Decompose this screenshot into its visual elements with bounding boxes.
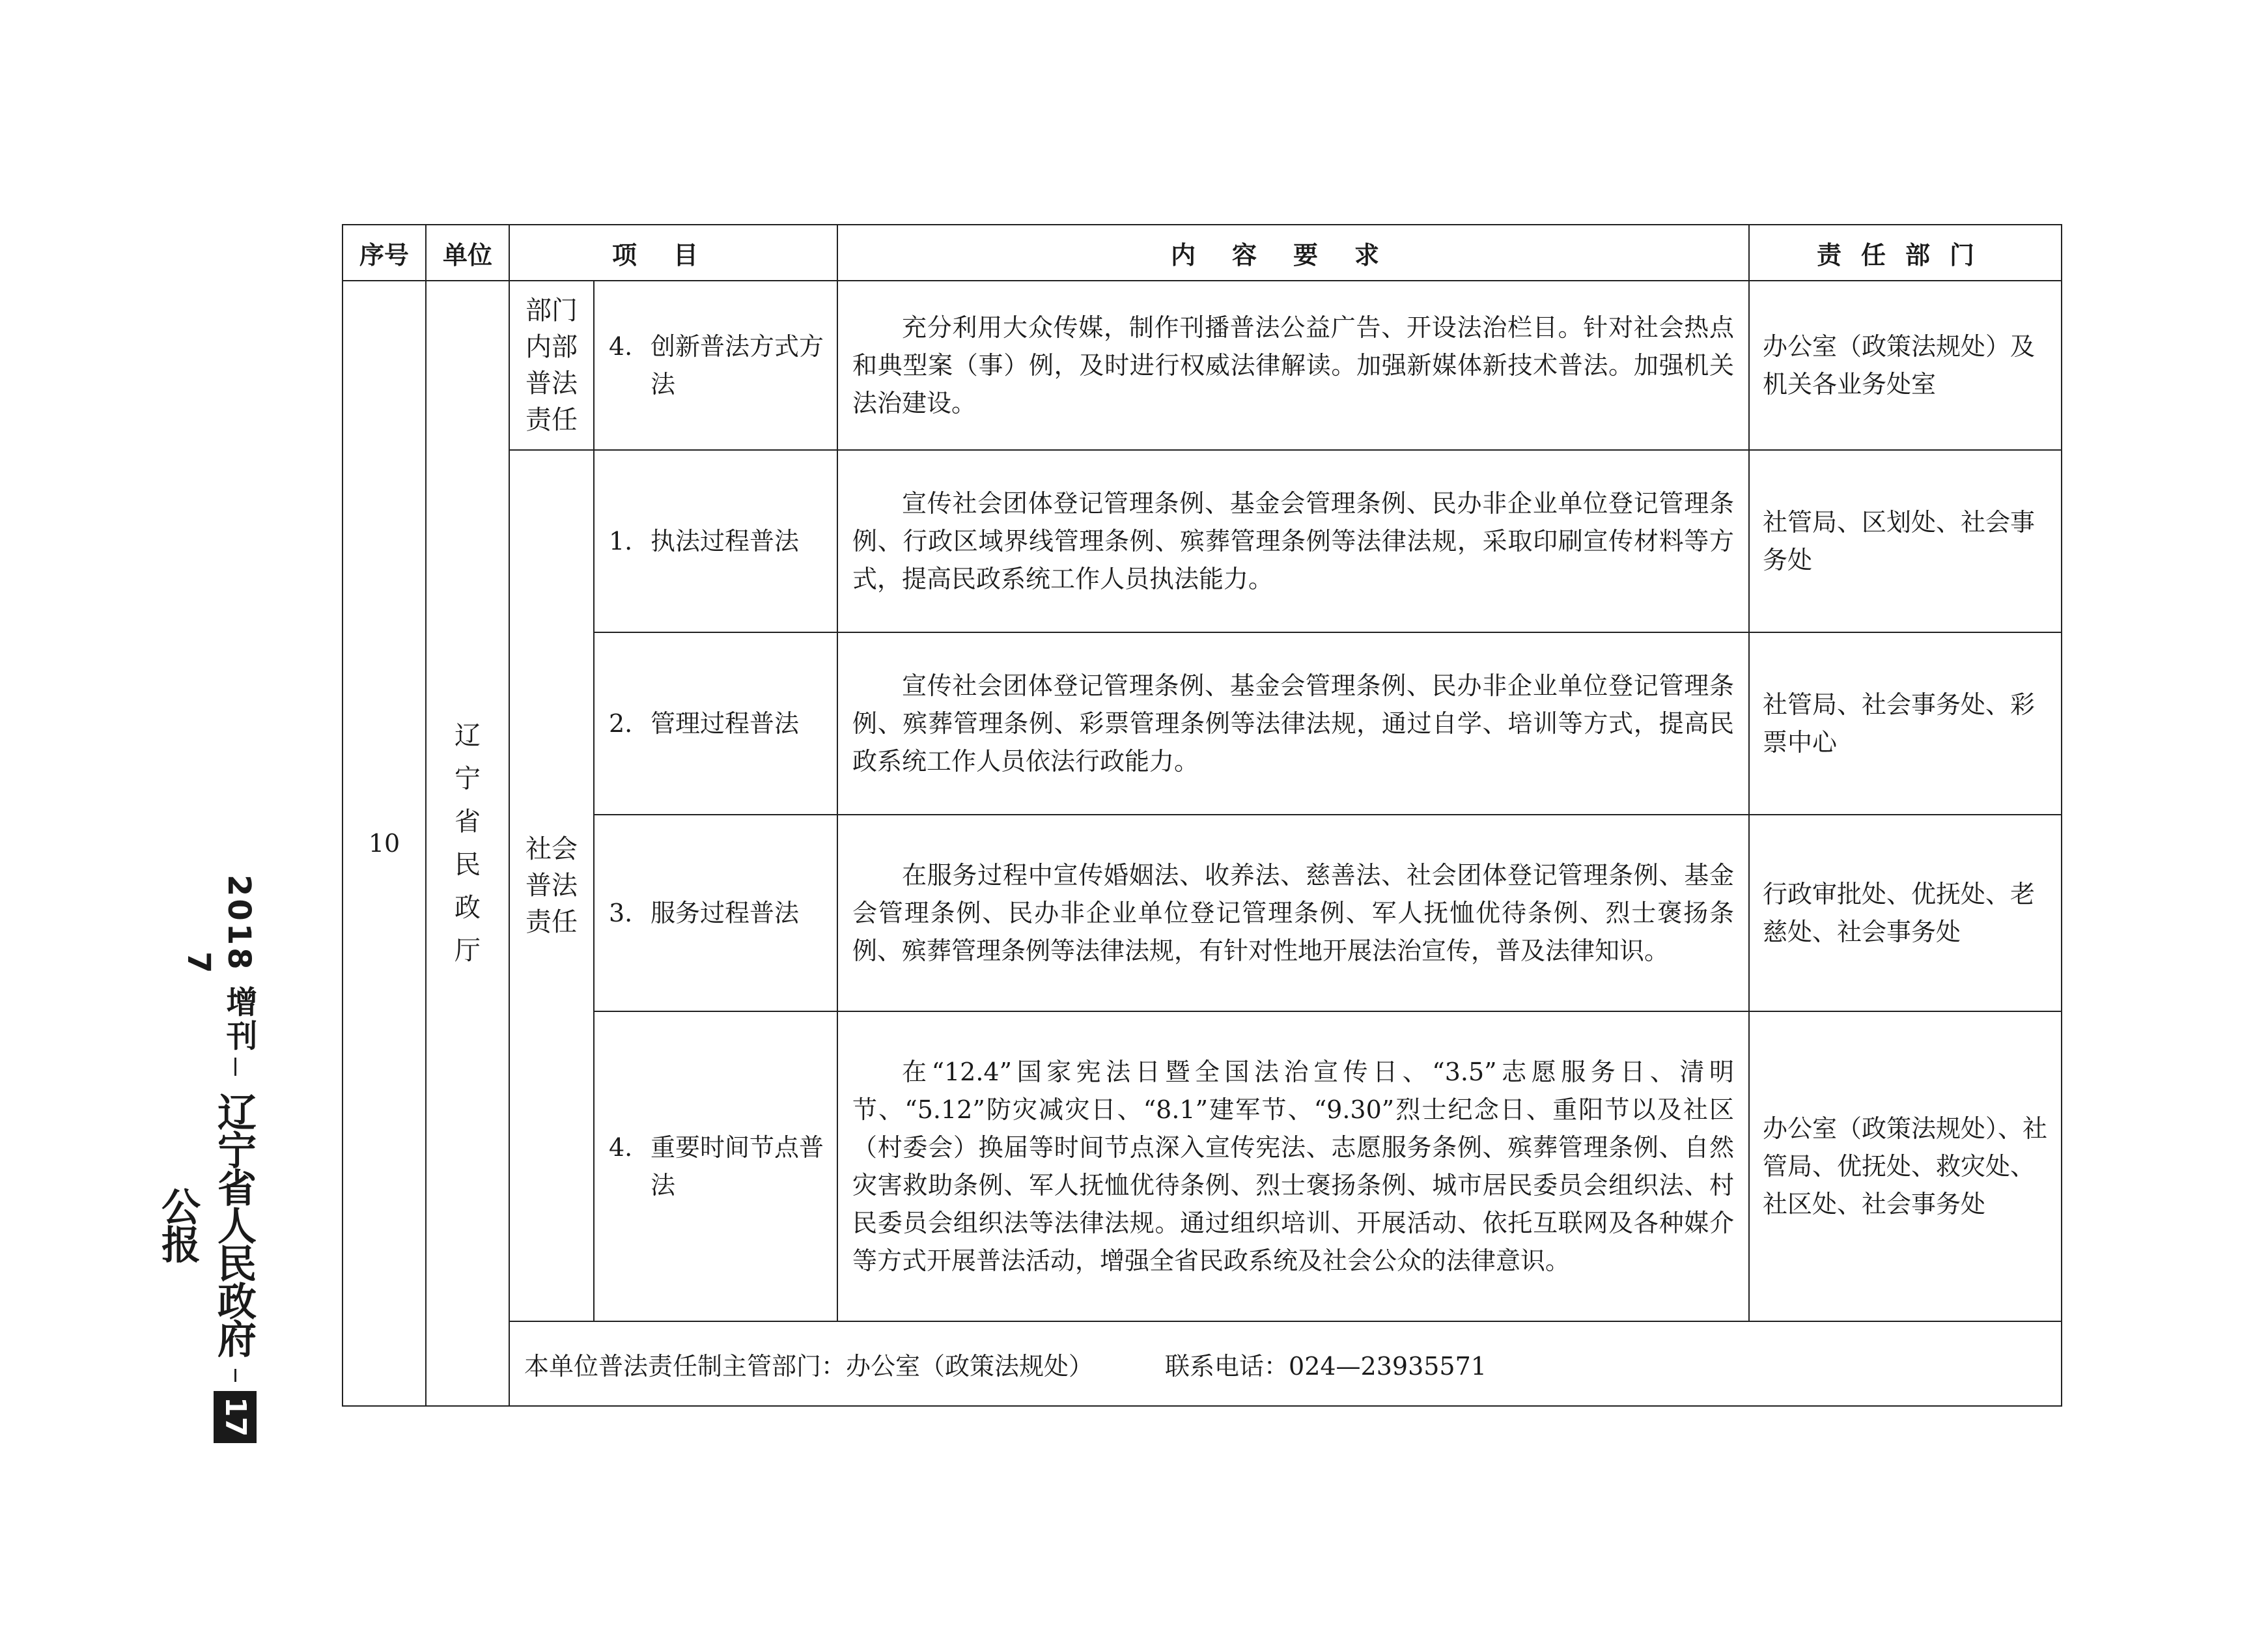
content-cell: 在服务过程中宣传婚姻法、收养法、慈善法、社会团体登记管理条例、基金会管理条例、民办非企业单位登记管理条例、军人抚恤优待条例、烈士褒扬条例、殡葬管理条例等法律法规，有针对性地开展法治宣传，普及法律知识。: [837, 815, 1749, 1011]
unit-name: 辽宁省民政厅: [426, 281, 509, 1406]
divider: [234, 1058, 236, 1076]
header-unit: 单位: [426, 225, 509, 281]
item-cell: 4. 重要时间节点普法: [594, 1011, 837, 1321]
content-cell: 充分利用大众传媒，制作刊播普法公益广告、开设法治栏目。针对社会热点和典型案（事）例，及时进行权威法律解读。加强新媒体新技术普法。加强机关法治建设。: [837, 281, 1749, 450]
category-social: 社会普法责任: [509, 450, 594, 1321]
page-number: 17: [214, 1391, 257, 1443]
table-row: [343, 815, 2062, 1011]
table-row: [343, 1011, 2062, 1321]
side-masthead: [155, 866, 262, 1439]
footer-dept: 本单位普法责任制主管部门：办公室（政策法规处）: [524, 1351, 1094, 1381]
content-cell: 宣传社会团体登记管理条例、基金会管理条例、民办非企业单位登记管理条例、殡葬管理条例、彩票管理条例等法律法规，通过自学、培训等方式，提高民政系统工作人员依法行政能力。: [837, 632, 1749, 815]
footer-row: [343, 1321, 2062, 1406]
header-seq: 序号: [343, 225, 426, 281]
header-content: 内容要求: [837, 225, 1749, 281]
footer-cell: [509, 1321, 2062, 1406]
content-cell: 宣传社会团体登记管理条例、基金会管理条例、民办非企业单位登记管理条例、行政区域界线管理条例、殡葬管理条例等法律法规，采取印刷宣传材料等方式，提高民政系统工作人员执法能力。: [837, 450, 1749, 632]
table-row: [343, 281, 2062, 450]
responsibility-table: [342, 224, 2061, 1407]
seq-number: 10: [343, 281, 426, 1406]
table-row: [343, 632, 2062, 815]
divider: [234, 1369, 236, 1382]
header-dept: 责任部门: [1749, 225, 2062, 281]
footer-phone: 联系电话：024—23935571: [1165, 1351, 1487, 1381]
item-cell: 1. 执法过程普法: [594, 450, 837, 632]
dept-cell: 行政审批处、优抚处、老慈处、社会事务处: [1749, 815, 2062, 1011]
header-item: 项目: [509, 225, 837, 281]
table-row: [343, 450, 2062, 632]
item-cell: 2. 管理过程普法: [594, 632, 837, 815]
dept-cell: 社管局、社会事务处、彩票中心: [1749, 632, 2062, 815]
journal-title: 辽宁省人民政府公报: [155, 1092, 257, 1356]
category-internal: 部门内部普法责任: [509, 281, 594, 450]
item-cell: 3. 服务过程普法: [594, 815, 837, 1011]
table-header-row: [343, 225, 2062, 281]
dept-cell: 办公室（政策法规处）及机关各业务处室: [1749, 281, 2062, 450]
year-issue: 2018 增刊 7: [180, 874, 257, 1054]
item-cell: 4. 创新普法方式方法: [594, 281, 837, 450]
content-cell: 在“12.4”国家宪法日暨全国法治宣传日、“3.5”志愿服务日、清明节、“5.12”防灾减灾日、“8.1”建军节、“9.30”烈士纪念日、重阳节以及社区（村委会）换届等时间节点深入宣传宪法、志愿服务条例、殡葬管理条例、自然灾害救助条例、军人抚恤优待条例、烈士褒扬条例、城市居民委员会组织法、村民委员会组织法等法律法规。通过组织培训、开展活动、依托互联网及各种媒介等方式开展普法活动，增强全省民政系统及社会公众的法律意识。: [837, 1011, 1749, 1321]
dept-cell: 社管局、区划处、社会事务处: [1749, 450, 2062, 632]
dept-cell: 办公室（政策法规处）、社管局、优抚处、救灾处、社区处、社会事务处: [1749, 1011, 2062, 1321]
